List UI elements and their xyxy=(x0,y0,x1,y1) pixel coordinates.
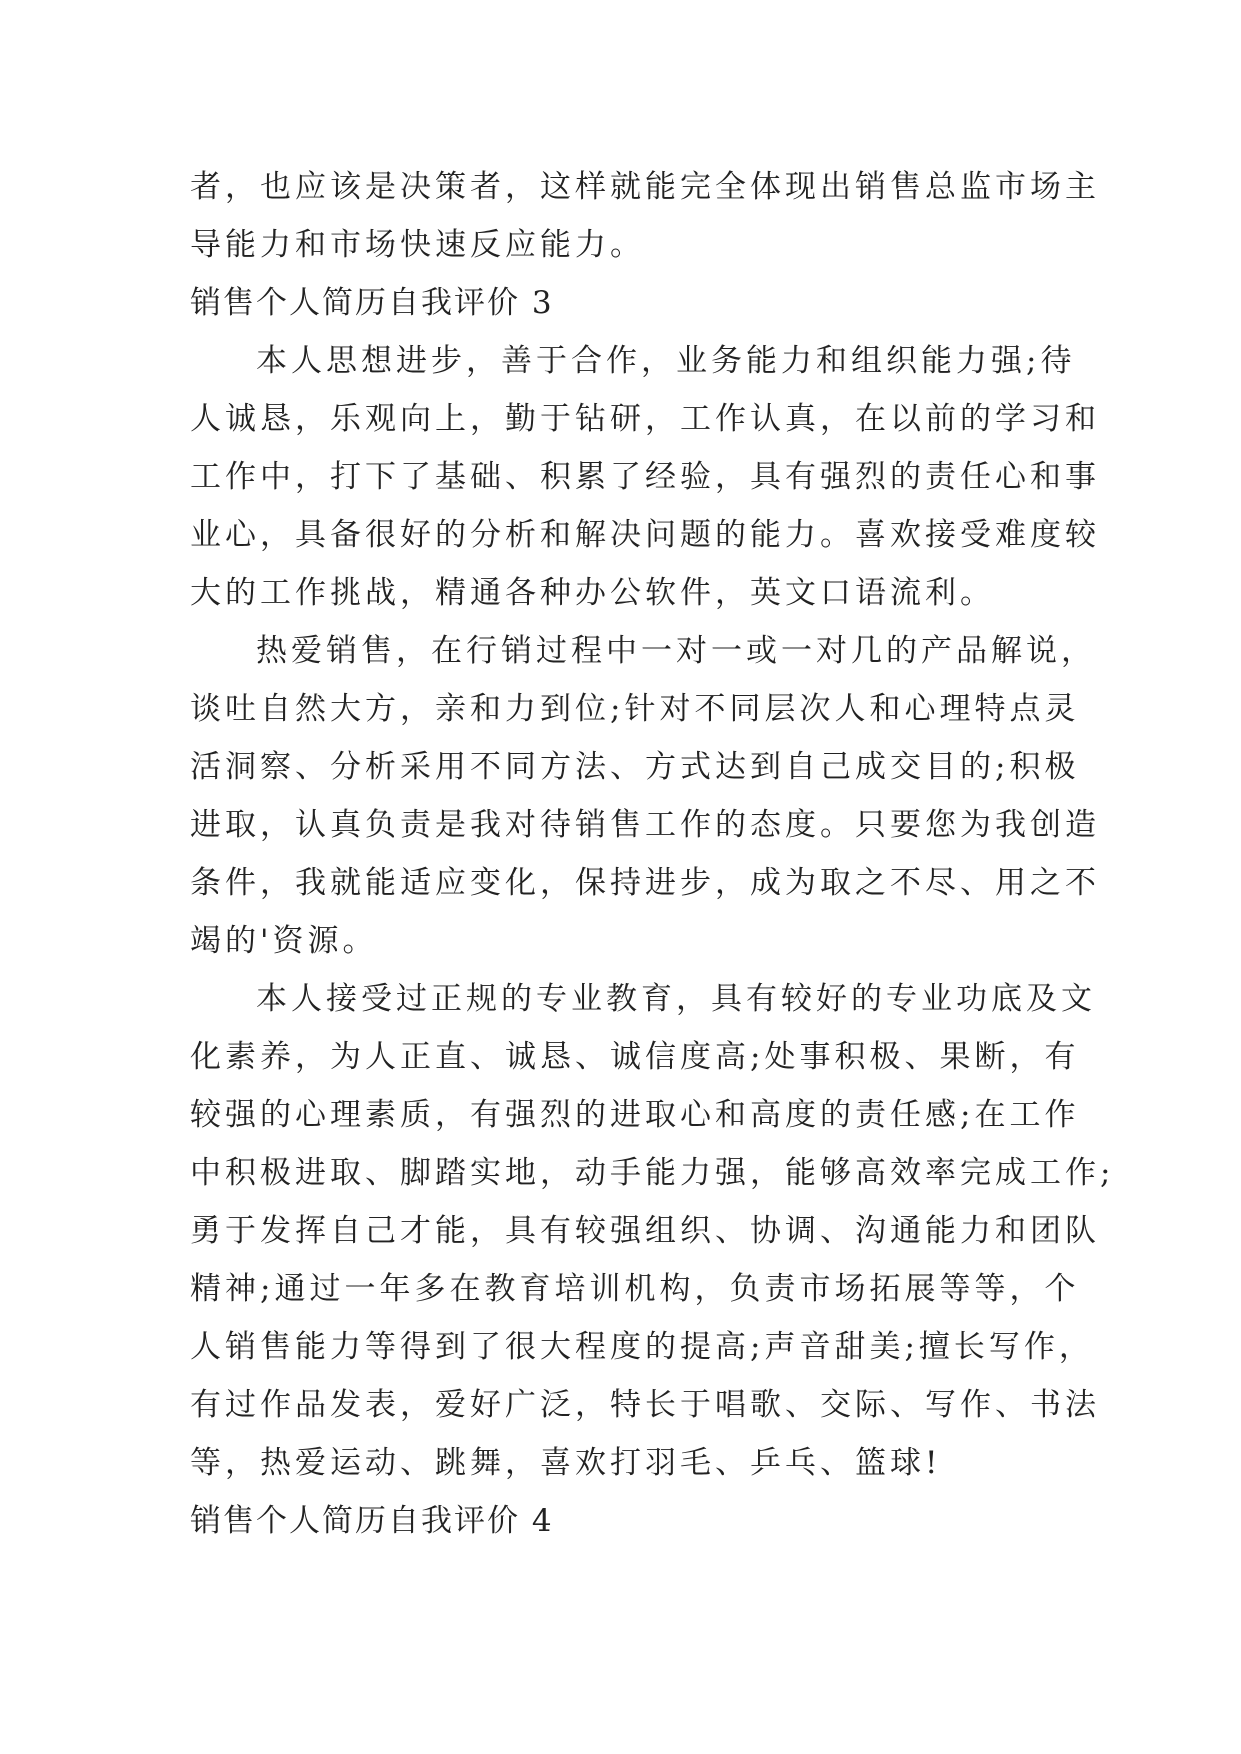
text-line: 谈吐自然大方，亲和力到位;针对不同层次人和心理特点灵 xyxy=(190,691,1080,727)
section-heading: 销售个人简历自我评价 4 xyxy=(190,1503,554,1539)
text-line: 者，也应该是决策者，这样就能完全体现出销售总监市场主 xyxy=(190,169,1100,205)
text-line: 较强的心理素质，有强烈的进取心和高度的责任感;在工作 xyxy=(190,1097,1080,1133)
paragraph-first-line: 热爱销售，在行销过程中一对一或一对几的产品解说， xyxy=(256,633,1096,669)
text-line: 等，热爱运动、跳舞，喜欢打羽毛、乒乓、篮球! xyxy=(190,1445,942,1481)
text-line: 化素养，为人正直、诚恳、诚信度高;处事积极、果断，有 xyxy=(190,1039,1080,1075)
text-line: 导能力和市场快速反应能力。 xyxy=(190,227,645,263)
text-line: 精神;通过一年多在教育培训机构，负责市场拓展等等，个 xyxy=(190,1271,1080,1307)
text-line: 勇于发挥自己才能，具有较强组织、协调、沟通能力和团队 xyxy=(190,1213,1100,1249)
document-body xyxy=(190,158,1115,1550)
text-line: 人诚恳，乐观向上，勤于钻研，工作认真，在以前的学习和 xyxy=(190,401,1100,437)
text-line: 竭的'资源。 xyxy=(190,923,378,959)
text-line: 业心，具备很好的分析和解决问题的能力。喜欢接受难度较 xyxy=(190,517,1100,553)
text-line: 条件，我就能适应变化，保持进步，成为取之不尽、用之不 xyxy=(190,865,1100,901)
text-line: 大的工作挑战，精通各种办公软件，英文口语流利。 xyxy=(190,575,995,611)
text-line: 有过作品发表，爱好广泛，特长于唱歌、交际、写作、书法 xyxy=(190,1387,1100,1423)
text-line: 中积极进取、脚踏实地，动手能力强，能够高效率完成工作; xyxy=(190,1155,1115,1191)
section-heading: 销售个人简历自我评价 3 xyxy=(190,285,554,321)
text-line: 人销售能力等得到了很大程度的提高;声音甜美;擅长写作， xyxy=(190,1329,1094,1365)
paragraph-first-line: 本人接受过正规的专业教育，具有较好的专业功底及文 xyxy=(256,981,1096,1017)
text-line: 工作中，打下了基础、积累了经验，具有强烈的责任心和事 xyxy=(190,459,1100,495)
text-line: 进取，认真负责是我对待销售工作的态度。只要您为我创造 xyxy=(190,807,1100,843)
text-line: 活洞察、分析采用不同方法、方式达到自己成交目的;积极 xyxy=(190,749,1080,785)
paragraph-first-line: 本人思想进步，善于合作，业务能力和组织能力强;待 xyxy=(256,343,1076,379)
